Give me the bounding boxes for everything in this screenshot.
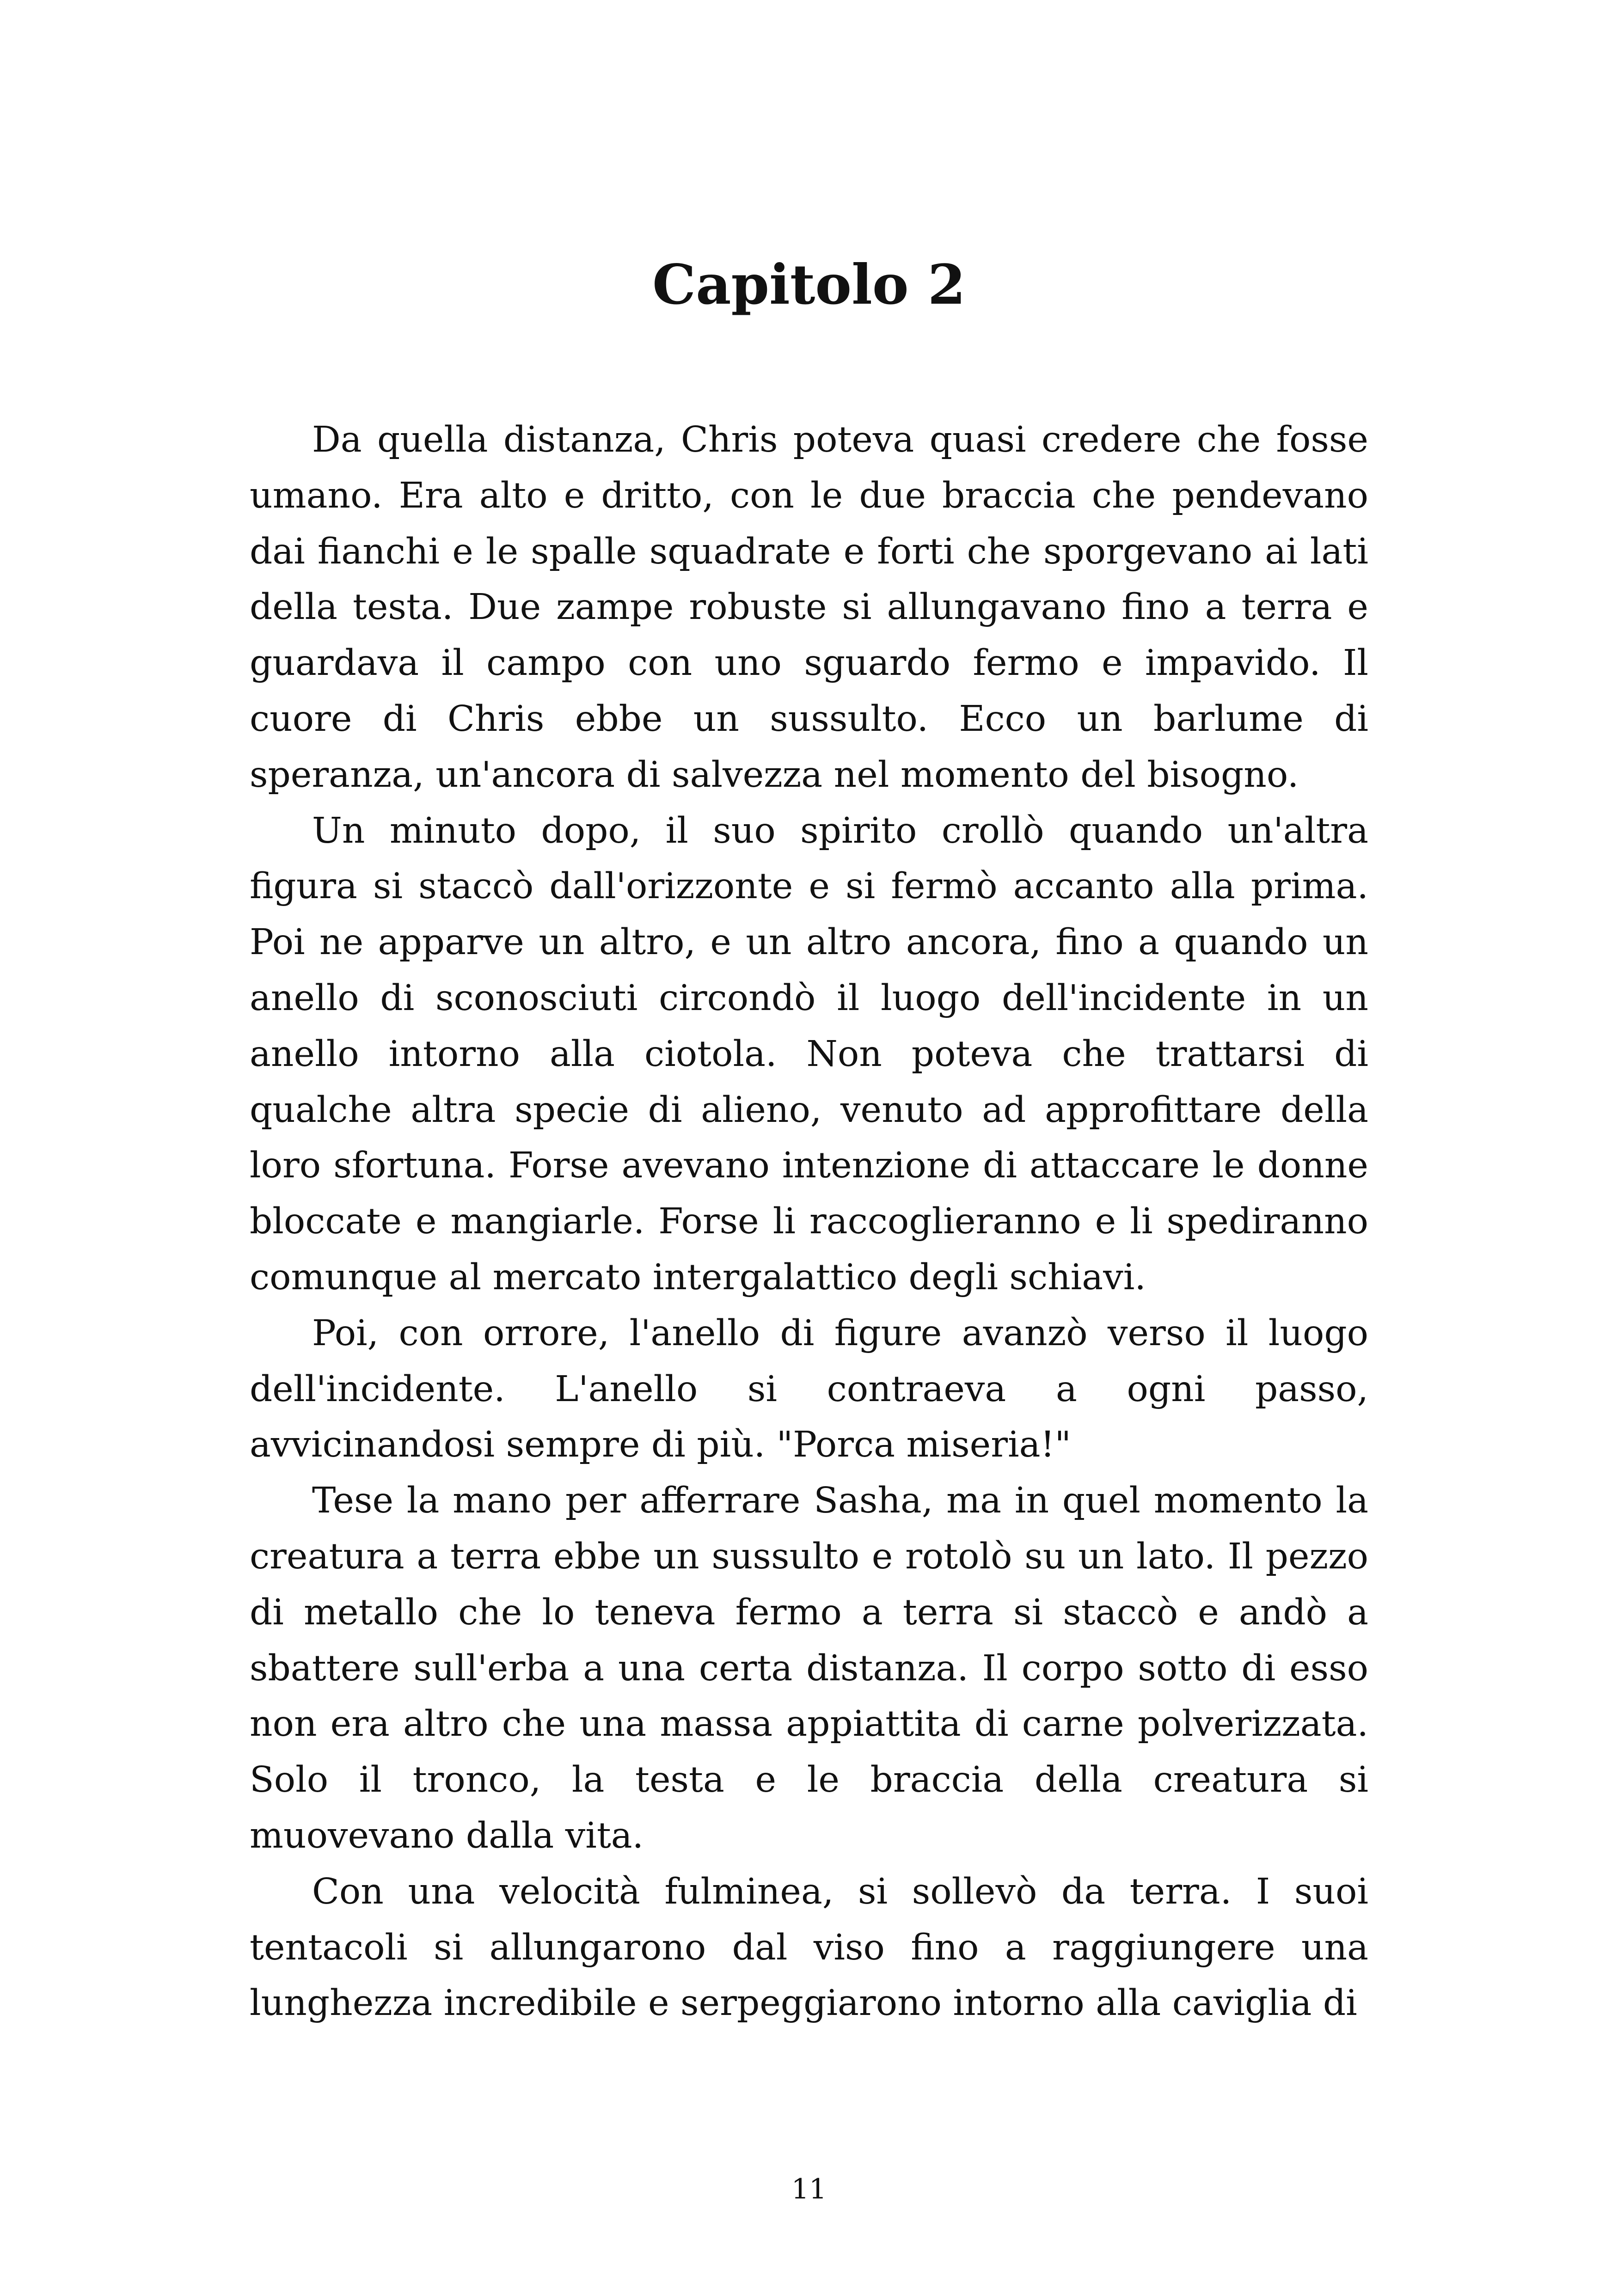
paragraph: Un minuto dopo, il suo spirito crollò quando un'altra figura si staccò dall'orizzonte e si fermò accanto alla prima. Poi ne apparve un altro, e un altro ancora, fino a quando un anello di sconosciuti circondò il luogo dell'incidente in un anello intorno alla ciotola. Non poteva che trattarsi di qualche altra specie di alieno, venuto ad approfittare della loro sfortuna. Forse avevano intenzione di attaccare le donne bloccate e mangiarle. Forse li raccoglieranno e li spediranno comunque al mercato intergalattico degli schiavi. xyxy=(250,810,1368,1298)
page-number: 11 xyxy=(791,2173,827,2205)
paragraph: Poi, con orrore, l'anello di figure avanzò verso il luogo dell'incidente. L'anello si contraeva a ogni passo, avvicinandosi sempre di più. "Porca miseria!" xyxy=(250,1312,1368,1466)
chapter-title: Capitolo 2 xyxy=(652,252,966,317)
chapter-body xyxy=(250,412,1368,2032)
paragraph: Da quella distanza, Chris poteva quasi credere che fosse umano. Era alto e dritto, con le due braccia che pendevano dai fianchi e le spalle squadrate e forti che sporgevano ai lati della testa. Due zampe robuste si allungavano fino a terra e guardava il campo con uno sguardo fermo e impavido. Il cuore di Chris ebbe un sussulto. Ecco un barlume di speranza, un'ancora di salvezza nel momento del bisogno. xyxy=(250,419,1368,796)
paragraph: Tese la mano per afferrare Sasha, ma in quel momento la creatura a terra ebbe un sussulto e rotolò su un lato. Il pezzo di metallo che lo teneva fermo a terra si staccò e andò a sbattere sull'erba a una certa distanza. Il corpo sotto di esso non era altro che una massa appiattita di carne polverizzata. Solo il tronco, la testa e le braccia della creatura si muovevano dalla vita. xyxy=(250,1480,1368,1856)
paragraph: Con una velocità fulminea, si sollevò da terra. I suoi tentacoli si allungarono dal viso fino a raggiungere una lunghezza incredibile e serpeggiarono intorno alla caviglia di xyxy=(250,1871,1368,2024)
